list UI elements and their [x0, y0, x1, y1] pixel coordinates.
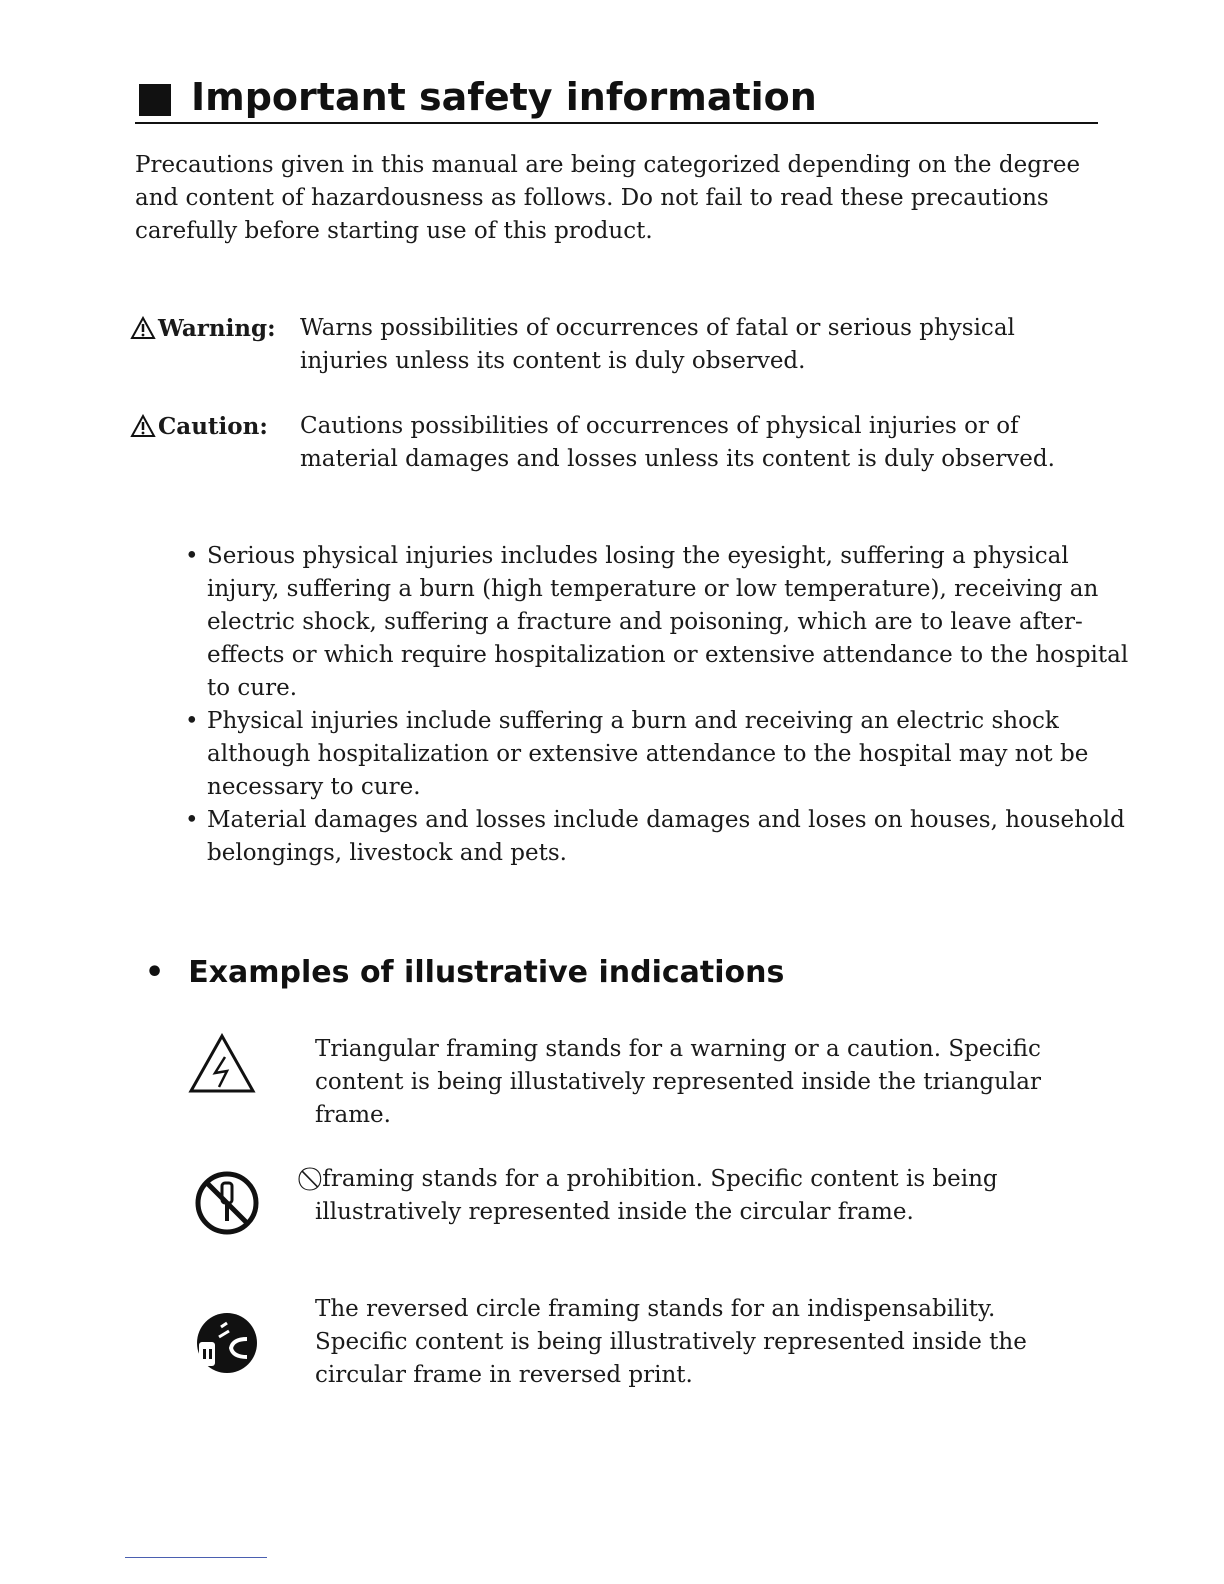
bullet-icon: • — [145, 955, 165, 990]
electric-shock-warning-triangle-icon — [185, 1033, 265, 1093]
note-text: Material damages and losses include damages and loses on houses, household belongings, livestock and pets. — [207, 807, 1125, 866]
example-text: Triangular framing stands for a warning or a caution. Specific content is being illustatively represented inside the triangular frame. — [315, 1036, 1041, 1128]
caution-term-label: Caution: — [158, 413, 268, 440]
injury-notes-list — [185, 540, 1145, 870]
no-disassembly-prohibition-icon — [185, 1163, 265, 1243]
examples-section-title — [145, 953, 784, 993]
page-heading — [135, 72, 1098, 124]
example-text: ⃠ framing stands for a prohibition. Specific content is being illustratively represented inside the circular frame. — [315, 1166, 998, 1225]
warning-triangle-icon — [130, 316, 156, 340]
heading-square-icon — [139, 84, 171, 116]
page-title: Important safety information — [191, 75, 817, 119]
warning-description: Warns possibilities of occurrences of fatal or serious physical injuries unless its content is duly observed. — [300, 315, 1015, 374]
example-text: The reversed circle framing stands for an indispensability. Specific content is being illustratively represented inside the circular frame in reversed print. — [315, 1296, 1027, 1388]
bullet-icon: • — [185, 807, 199, 833]
list-item — [185, 705, 1145, 804]
caution-term — [130, 410, 268, 443]
warning-term-label: Warning: — [158, 315, 276, 342]
bullet-icon: • — [185, 708, 199, 734]
examples-title-text: Examples of illustrative indications — [188, 955, 785, 990]
caution-triangle-icon — [130, 414, 156, 438]
bullet-icon: • — [185, 543, 199, 569]
note-text: Physical injuries include suffering a burn and receiving an electric shock although hospitalization or extensive attendance to the hospital may not be necessary to cure. — [207, 708, 1089, 800]
unplug-power-cord-mandatory-icon — [185, 1293, 265, 1393]
list-item — [185, 540, 1145, 705]
caution-description: Cautions possibilities of occurrences of physical injuries or of material damages and losses unless its content is duly observed. — [300, 413, 1055, 472]
footer-divider — [125, 1557, 267, 1558]
note-text: Serious physical injuries includes losing the eyesight, suffering a physical injury, suffering a burn (high temperature or low temperature), receiving an electric shock, suffering a fracture and poisoning, which are to leave after-effects or which require hospitalization or extensive attendance to the hospital to cure. — [207, 543, 1129, 701]
warning-term — [130, 312, 276, 345]
intro-paragraph: Precautions given in this manual are being categorized depending on the degree and content of hazardousness as follows. Do not fail to read these precautions carefully before starting use of this product. — [135, 152, 1081, 244]
list-item — [185, 804, 1145, 870]
